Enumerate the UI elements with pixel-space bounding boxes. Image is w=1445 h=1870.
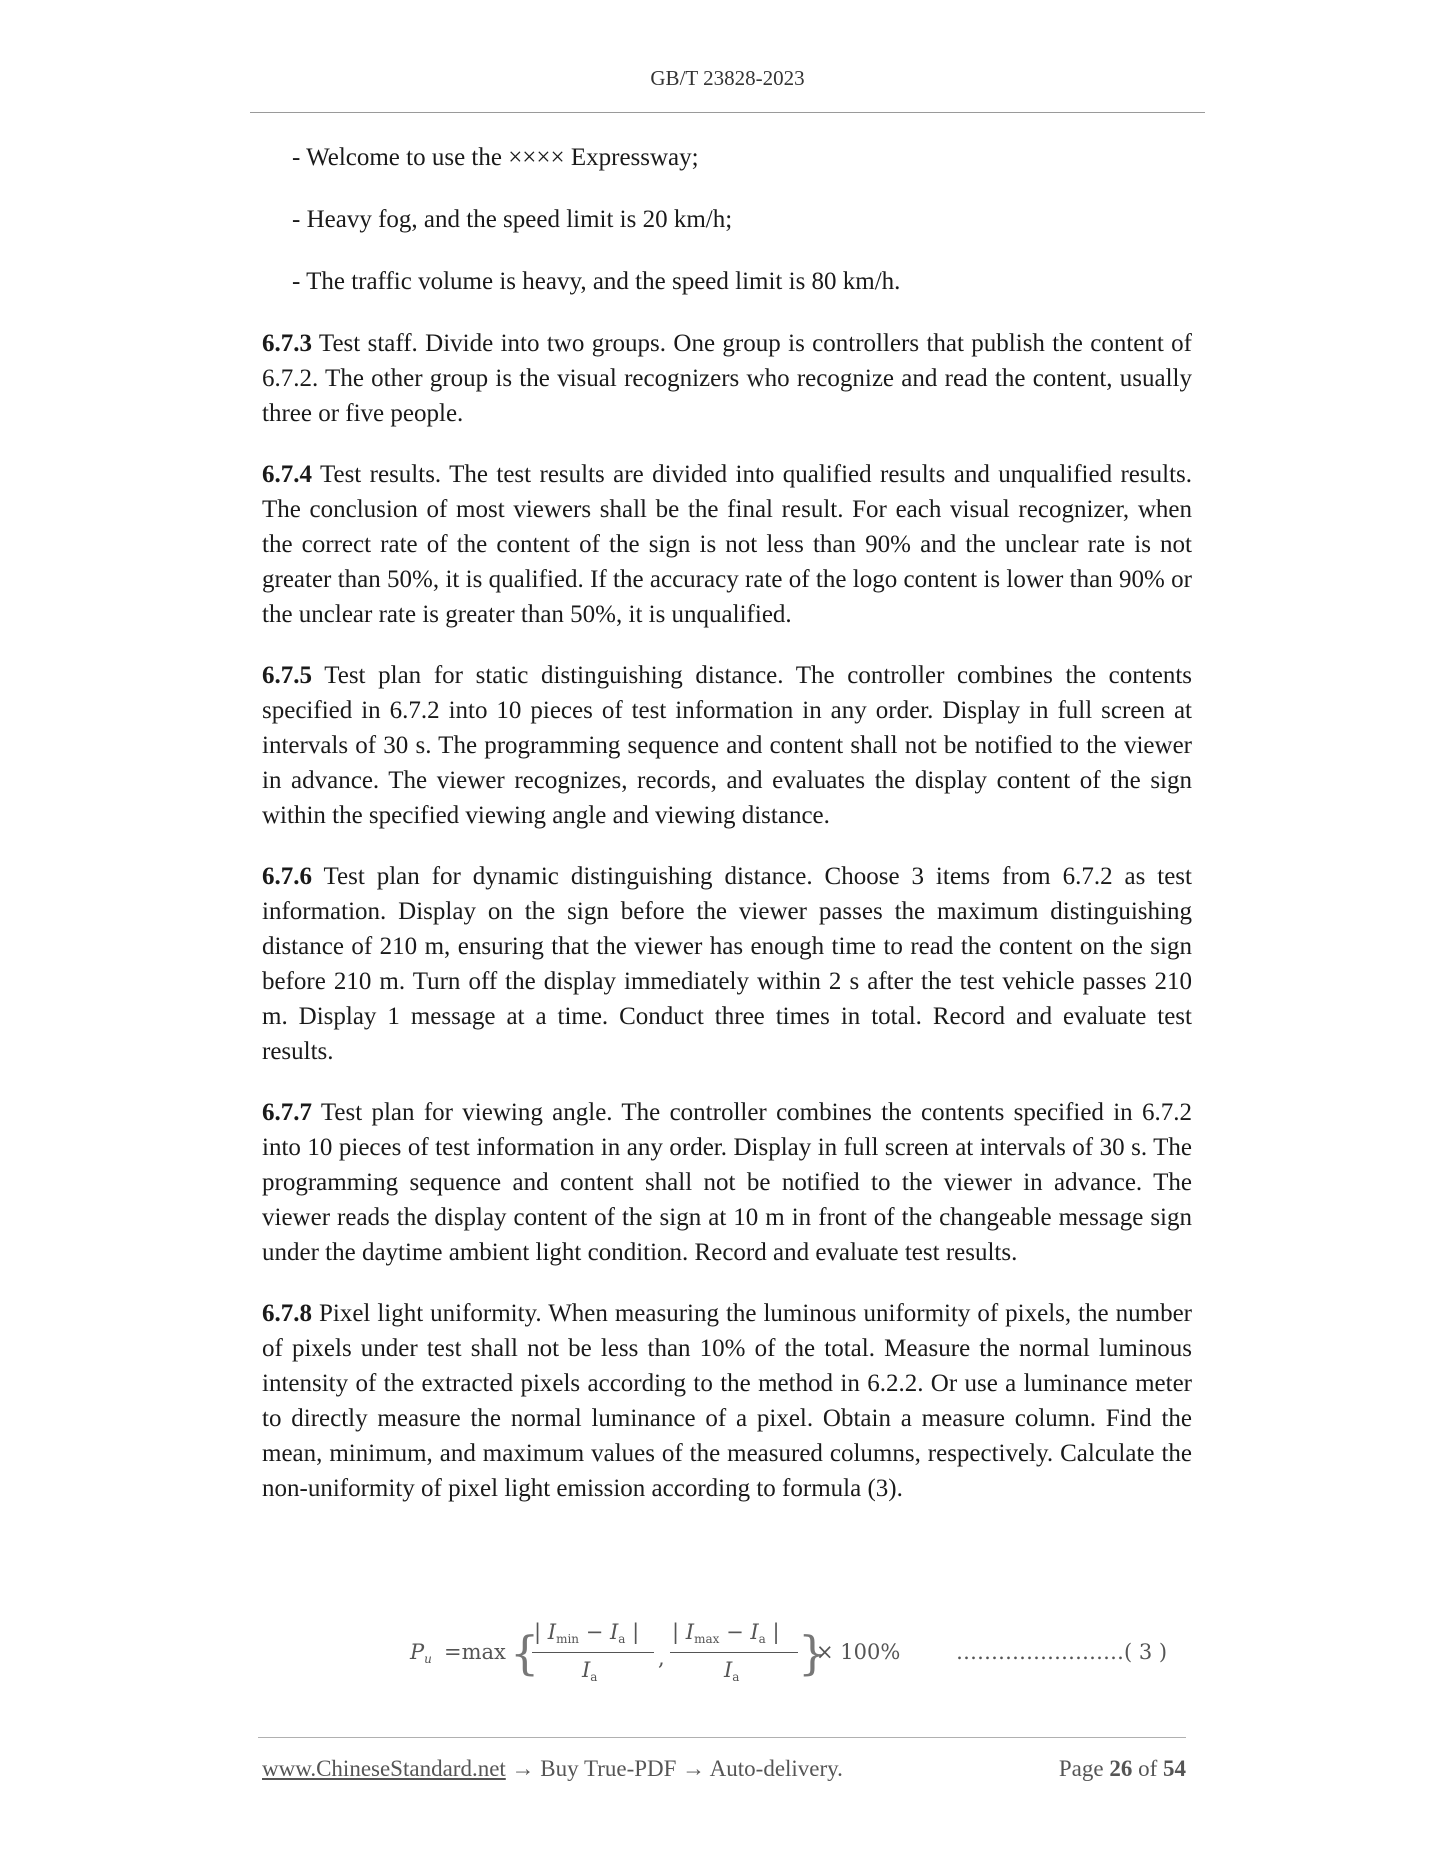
section-number: 6.7.6 bbox=[262, 863, 312, 890]
bullet-item: - The traffic volume is heavy, and the speed limit is 80 km/h. bbox=[292, 268, 901, 295]
fraction-2-bar bbox=[670, 1652, 798, 1653]
section-number: 6.7.5 bbox=[262, 662, 312, 689]
section-number: 6.7.8 bbox=[262, 1300, 312, 1327]
fraction-1-denominator: $I_a$ bbox=[582, 1658, 598, 1684]
formula-number: ……………………( 3 ) bbox=[956, 1640, 1168, 1664]
total-pages: 54 bbox=[1163, 1756, 1186, 1781]
formula-3 bbox=[410, 1616, 1200, 1696]
section-6-7-5 bbox=[262, 658, 1192, 833]
formula-lhs: $P_u$ bbox=[410, 1640, 432, 1666]
right-brace: } bbox=[798, 1626, 828, 1680]
bullet-item: - Heavy fog, and the speed limit is 20 km/h; bbox=[292, 206, 733, 233]
fraction-2-numerator: | $I_{max} - I_a$ | bbox=[672, 1620, 780, 1646]
chinesestandard-link[interactable]: www.ChineseStandard.net bbox=[262, 1756, 506, 1781]
section-6-7-6 bbox=[262, 859, 1192, 1069]
section-text: Test plan for viewing angle. The controller combines the contents specified in 6.7.2 into 10 pieces of test information in any order. Display in full screen at intervals of 30 s. The programming sequence and content shall not be notified to the viewer in advance. The viewer reads the display content of the sign at 10 m in front of the changeable message sign under the daytime ambient light condition. Record and evaluate test results. bbox=[262, 1099, 1192, 1266]
section-text: Test staff. Divide into two groups. One group is controllers that publish the content of 6.7.2. The other group is the visual recognizers who recognize and read the content, usually three or five people. bbox=[262, 330, 1192, 427]
section-number: 6.7.7 bbox=[262, 1099, 312, 1126]
document-body bbox=[262, 140, 1192, 1532]
section-6-7-7 bbox=[262, 1095, 1192, 1270]
formula-max: =max bbox=[444, 1640, 506, 1664]
footer-tail-text: → Buy True-PDF → Auto-delivery. bbox=[505, 1756, 843, 1781]
formula-times-100: × 100% bbox=[816, 1640, 901, 1664]
bullet-item: - Welcome to use the ×××× Expressway; bbox=[292, 144, 699, 171]
header-divider bbox=[250, 112, 1205, 113]
fraction-1-numerator: | $I_{min} - I_a$ | bbox=[534, 1620, 640, 1646]
section-6-7-4 bbox=[262, 457, 1192, 632]
section-text: Test plan for static distinguishing distance. The controller combines the contents specified in 6.7.2 into 10 pieces of test information in any order. Display in full screen at intervals of 30 s. The programming sequence and content shall not be notified to the viewer in advance. The viewer recognizes, records, and evaluates the display content of the sign within the specified viewing angle and viewing distance. bbox=[262, 662, 1192, 829]
footer-promo bbox=[262, 1756, 843, 1782]
section-text: Pixel light uniformity. When measuring the luminous uniformity of pixels, the number of pixels under test shall not be less than 10% of the total. Measure the normal luminous intensity of the extracted pixels according to the method in 6.2.2. Or use a luminance meter to directly measure the normal luminance of a pixel. Obtain a measure column. Find the mean, minimum, and maximum values of the measured columns, respectively. Calculate the non-uniformity of pixel light emission according to formula (3). bbox=[262, 1300, 1192, 1502]
section-6-7-3 bbox=[262, 326, 1192, 431]
page-header-title: GB/T 23828-2023 bbox=[650, 66, 805, 90]
section-text: Test results. The test results are divided into qualified results and unqualified results. The conclusion of most viewers shall be the final result. For each visual recognizer, when the correct rate of the content of the sign is not less than 90% and the unclear rate is not greater than 50%, it is qualified. If the accuracy rate of the logo content is lower than 90% or the unclear rate is greater than 50%, it is unqualified. bbox=[262, 461, 1192, 628]
footer-divider bbox=[258, 1737, 1186, 1738]
current-page: 26 bbox=[1109, 1756, 1133, 1781]
section-text: Test plan for dynamic distinguishing distance. Choose 3 items from 6.7.2 as test information. Display on the sign before the viewer passes the maximum distinguishing distance of 210 m, ensuring that the viewer has enough time to read the content on the sign before 210 m. Turn off the display immediately within 2 s after the test vehicle passes 210 m. Display 1 message at a time. Conduct three times in total. Record and evaluate test results. bbox=[262, 863, 1192, 1065]
section-number: 6.7.3 bbox=[262, 330, 312, 357]
fraction-1-bar bbox=[532, 1652, 654, 1653]
page-number: Page 26 of 54 bbox=[1058, 1756, 1186, 1781]
formula-comma: , bbox=[658, 1646, 665, 1670]
page-footer bbox=[262, 1756, 1186, 1788]
section-number: 6.7.4 bbox=[262, 461, 312, 488]
section-6-7-8 bbox=[262, 1296, 1192, 1506]
left-brace: { bbox=[510, 1626, 540, 1680]
fraction-2-denominator: $I_a$ bbox=[724, 1658, 740, 1684]
